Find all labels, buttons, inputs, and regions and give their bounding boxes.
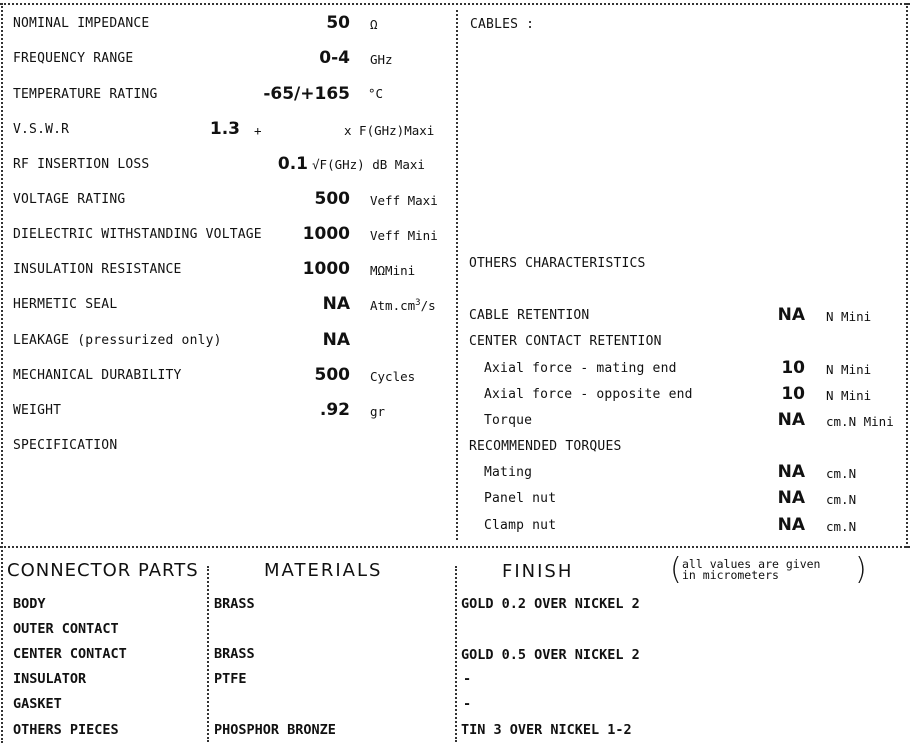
table-row-part: OUTER CONTACT: [13, 621, 119, 637]
axial-mating-label: Axial force - mating end: [484, 361, 677, 376]
vswr-label: V.S.W.R: [13, 122, 70, 137]
table-row-part: GASKET: [13, 696, 62, 712]
header-connector-parts: CONNECTOR PARTS: [7, 560, 199, 581]
top-border: [0, 3, 910, 5]
insertion-loss-unit: √F(GHz) dB Maxi: [312, 157, 425, 172]
temperature-unit: °C: [368, 86, 384, 101]
axial-mating-value: 10: [781, 358, 805, 378]
table-row-finish: -: [463, 696, 472, 712]
table-row-finish: -: [463, 671, 472, 687]
frequency-value: 0-4: [319, 48, 350, 68]
note-close-paren: ): [855, 552, 867, 587]
hermetic-value: NA: [322, 294, 350, 314]
clamp-nut-value: NA: [777, 515, 805, 535]
voltage-label: VOLTAGE RATING: [13, 192, 126, 207]
table-row-material: BRASS: [214, 646, 255, 662]
table-row-finish: GOLD 0.2 OVER NICKEL 2: [461, 596, 640, 612]
hermetic-unit: $Atm.cm^3/s$: [370, 298, 436, 314]
weight-value: .92: [319, 400, 350, 420]
section-divider: [0, 546, 910, 548]
header-finish: FINISH: [502, 561, 574, 582]
frequency-label: FREQUENCY RANGE: [13, 51, 134, 66]
sqrt-symbol: √F: [312, 157, 328, 172]
dielectric-label: DIELECTRIC WITHSTANDING VOLTAGE: [13, 227, 262, 242]
mating-label: Mating: [484, 465, 533, 480]
cable-retention-value: NA: [777, 305, 805, 325]
recommended-torques-title: RECOMMENDED TORQUES: [469, 439, 622, 454]
cables-label: CABLES :: [470, 17, 535, 32]
temperature-value: -65/+165: [263, 84, 350, 104]
axial-mating-unit: N Mini: [826, 362, 872, 377]
insulation-value: 1000: [302, 259, 350, 279]
leakage-value: NA: [322, 330, 350, 350]
insertion-loss-label: RF INSERTION LOSS: [13, 157, 150, 172]
vswr-value: 1.3: [209, 119, 240, 139]
weight-label: WEIGHT: [13, 403, 62, 418]
column-divider-finish: [455, 566, 457, 742]
clamp-nut-unit: cm.N: [826, 519, 857, 534]
dielectric-value: 1000: [302, 224, 350, 244]
table-row-part: INSULATOR: [13, 671, 87, 687]
weight-unit: gr: [370, 404, 386, 419]
cable-retention-unit: N Mini: [826, 309, 872, 324]
finish-note: all values are given in micrometers: [682, 557, 821, 582]
insulation-unit: MΩMini: [370, 263, 416, 278]
header-materials: MATERIALS: [264, 560, 383, 581]
center-contact-title: CENTER CONTACT RETENTION: [469, 334, 662, 349]
mating-value: NA: [777, 462, 805, 482]
insulation-label: INSULATION RESISTANCE: [13, 262, 182, 277]
dielectric-unit: Veff Mini: [370, 228, 438, 243]
voltage-value: 500: [314, 189, 350, 209]
torque-label: Torque: [484, 413, 533, 428]
impedance-label: NOMINAL IMPEDANCE: [13, 16, 150, 31]
mating-unit: cm.N: [826, 466, 857, 481]
table-row-part: CENTER CONTACT: [13, 646, 127, 662]
durability-label: MECHANICAL DURABILITY: [13, 368, 182, 383]
note-open-paren: (: [670, 552, 682, 587]
table-row-part: BODY: [13, 596, 46, 612]
torque-unit: cm.N Mini: [826, 414, 894, 429]
table-row-finish: TIN 3 OVER NICKEL 1-2: [461, 722, 632, 738]
table-row-material: BRASS: [214, 596, 255, 612]
frequency-unit: GHz: [370, 52, 393, 67]
axial-opposite-value: 10: [781, 384, 805, 404]
axial-opposite-label: Axial force - opposite end: [484, 387, 693, 402]
impedance-unit: Ω: [370, 17, 378, 32]
table-row-part: OTHERS PIECES: [13, 722, 119, 738]
column-divider-materials: [207, 566, 209, 742]
others-title: OTHERS CHARACTERISTICS: [469, 256, 646, 271]
right-border: [906, 3, 908, 548]
impedance-value: 50: [326, 13, 350, 33]
temperature-label: TEMPERATURE RATING: [13, 87, 158, 102]
panel-nut-unit: cm.N: [826, 492, 857, 507]
hermetic-label: HERMETIC SEAL: [13, 297, 118, 312]
table-row-finish: GOLD 0.5 OVER NICKEL 2: [461, 647, 640, 663]
column-divider-upper: [456, 10, 458, 540]
insertion-loss-value: 0.1: [277, 154, 308, 174]
left-border: [1, 3, 3, 743]
specification-label: SPECIFICATION: [13, 438, 118, 453]
leakage-label: LEAKAGE (pressurized only): [13, 333, 222, 348]
durability-unit: Cycles: [370, 369, 416, 384]
vswr-operator: +: [254, 123, 262, 138]
axial-opposite-unit: N Mini: [826, 388, 872, 403]
vswr-unit: x F(GHz)Maxi: [344, 123, 435, 138]
table-row-material: PTFE: [214, 671, 247, 687]
durability-value: 500: [314, 365, 350, 385]
clamp-nut-label: Clamp nut: [484, 518, 557, 533]
voltage-unit: Veff Maxi: [370, 193, 438, 208]
cable-retention-label: CABLE RETENTION: [469, 308, 590, 323]
table-row-material: PHOSPHOR BRONZE: [214, 722, 336, 738]
torque-value: NA: [777, 410, 805, 430]
panel-nut-value: NA: [777, 488, 805, 508]
panel-nut-label: Panel nut: [484, 491, 557, 506]
